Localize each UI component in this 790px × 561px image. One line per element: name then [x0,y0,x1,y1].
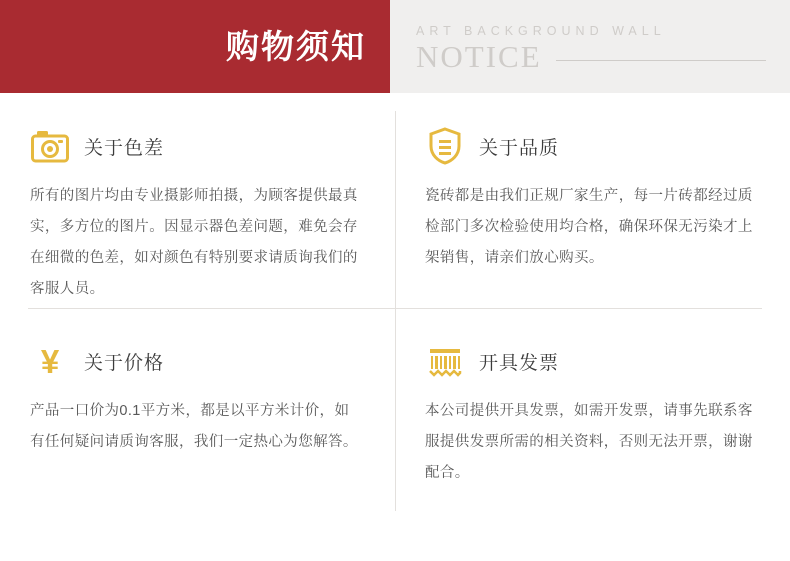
header-title-banner [0,0,390,93]
notice-item-header [425,121,756,171]
notice-item-header [425,336,756,386]
yen-symbol: ¥ [40,342,60,380]
page-title: 购物须知 [226,28,366,65]
notice-item-title: 关于色差 [84,137,165,159]
shield-quality-icon [425,126,465,166]
notice-item-invoice [395,308,790,523]
notice-item-title: 关于品质 [479,137,560,159]
notice-item-quality [395,93,790,308]
notice-item-body: 本公司提供开具发票，如需开发票，请事先联系客服提供发票所需的相关资料，否则无法开票，谢谢配合。 [425,403,753,481]
invoice-icon [425,341,465,381]
header-subtitle-area [390,0,790,93]
page-header [0,0,790,93]
notice-item-title: 开具发票 [479,352,560,374]
header-subtitle-small: ART BACKGROUND WALL [416,23,666,38]
notice-grid [0,93,790,561]
header-subtitle-row [416,38,790,74]
notice-item-body: 瓷砖都是由我们正规厂家生产，每一片砖都经过质检部门多次检验使用均合格，确保环保无污染才上架销售，请亲们放心购买。 [425,188,753,266]
header-subtitle-big: NOTICE [416,38,542,74]
notice-item-price [0,308,395,523]
notice-item-header [30,121,361,171]
notice-item-body: 所有的图片均由专业摄影师拍摄，为顾客提供最真实，多方位的图片。因显示器色差问题，难免会存在细微的色差，如对颜色有特别要求请质询我们的客服人员。 [30,188,358,297]
notice-item-color [0,93,395,308]
notice-item-title: 关于价格 [84,352,165,374]
notice-item-body: 产品一口价为0.1平方米，都是以平方米计价，如有任何疑问请质询客服，我们一定热心为您解答。 [30,403,358,450]
camera-icon [30,126,70,166]
header-divider-line [556,60,766,61]
notice-item-header [30,336,361,386]
yen-price-icon [30,341,70,381]
